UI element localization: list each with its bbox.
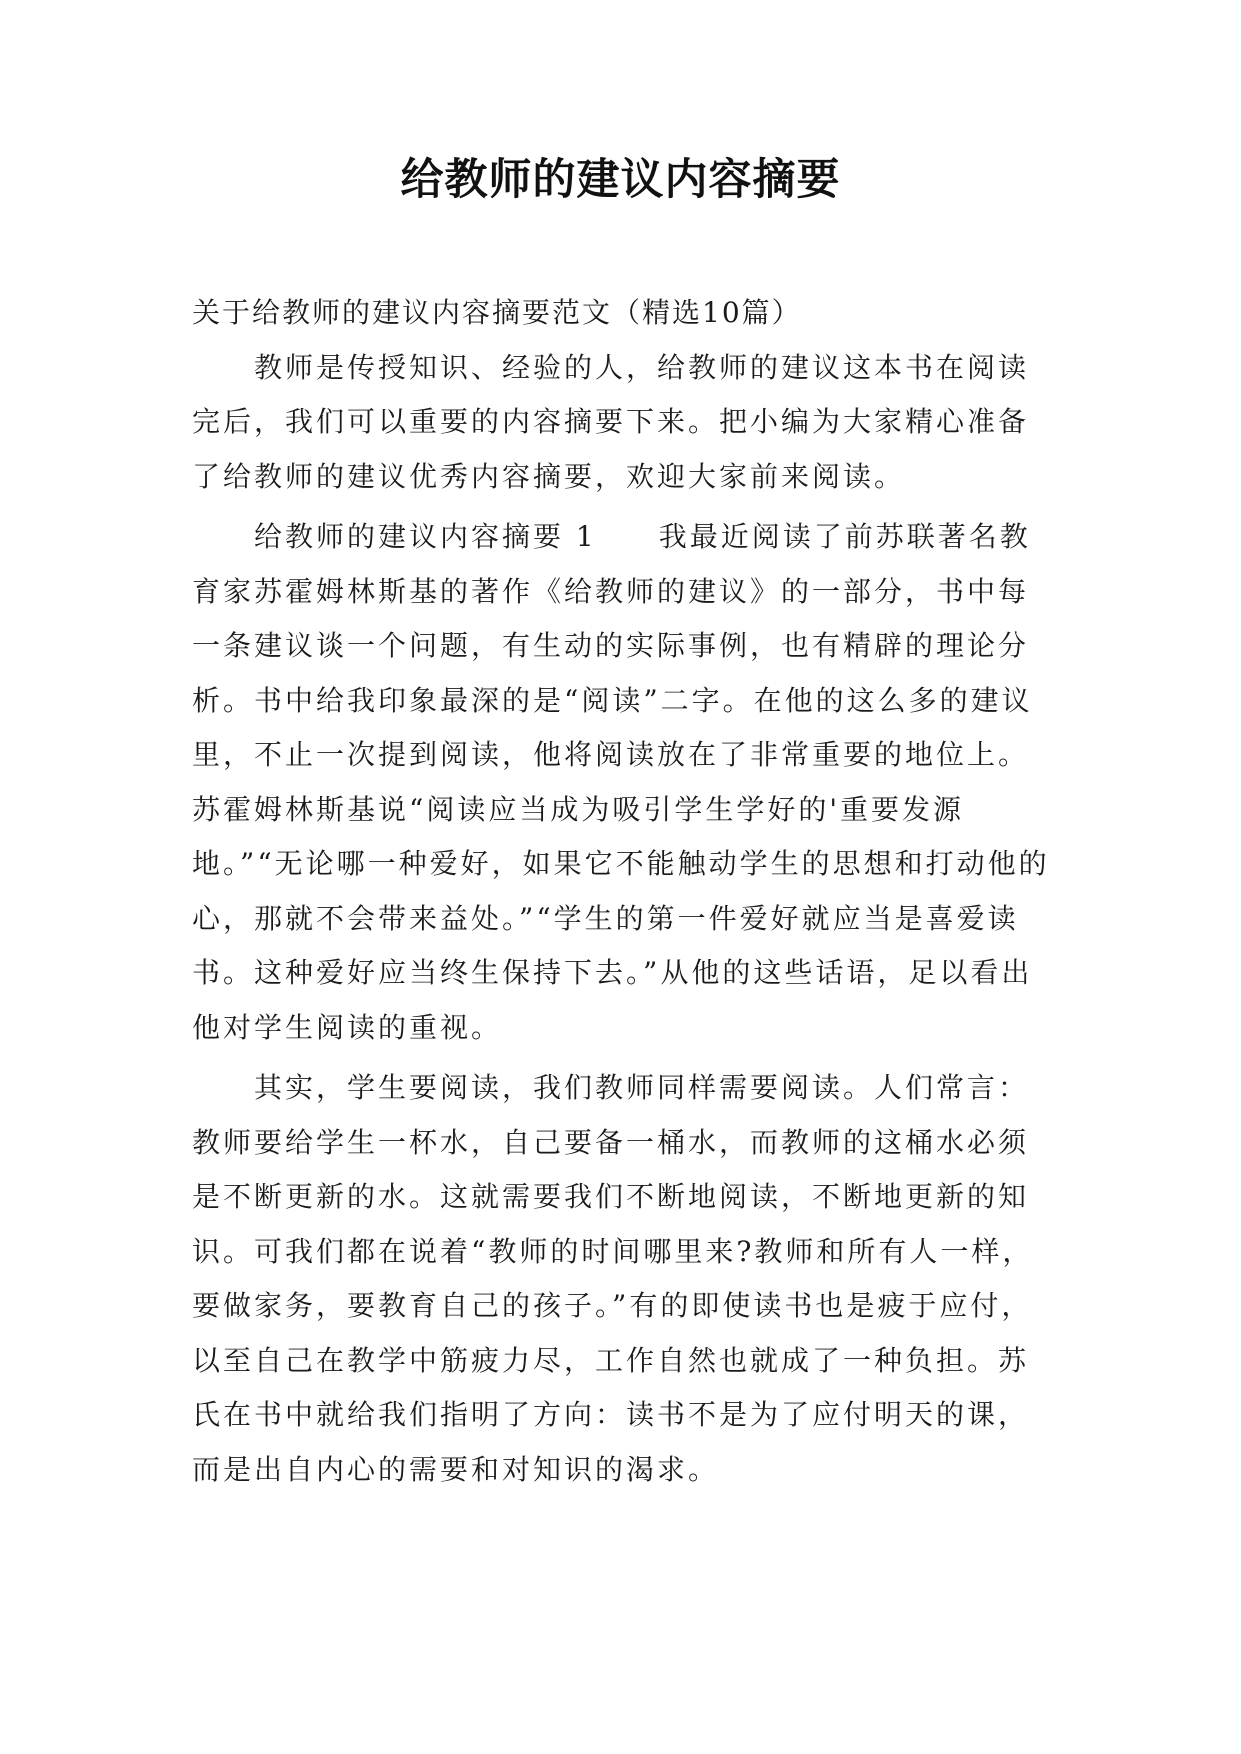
document-body	[192, 286, 1054, 1497]
document-title: 给教师的建议内容摘要	[400, 155, 841, 205]
paragraph-2: 给教师的建议内容摘要 1 我最近阅读了前苏联著名教育家苏霍姆林斯基的著作《给教师的建议》的一部分，书中每一条建议谈一个问题，有生动的实际事例，也有精辟的理论分析。书中给我印象最深的是“阅读”二字。在他的这么多的建议里，不止一次提到阅读，他将阅读放在了非常重要的地位上。苏霍姆林斯基说“阅读应当成为吸引学生学好的'重要发源地。”“无论哪一种爱好，如果它不能触动学生的思想和打动他的心，那就不会带来益处。”“学生的第一件爱好就应当是喜爱读书。这种爱好应当终生保持下去。”从他的这些话语，足以看出他对学生阅读的重视。	[192, 520, 1050, 1044]
intro-line: 关于给教师的建议内容摘要范文（精选10篇）	[192, 296, 802, 329]
paragraph-1: 教师是传授知识、经验的人，给教师的建议这本书在阅读完后，我们可以重要的内容摘要下来。把小编为大家精心准备了给教师的建议优秀内容摘要，欢迎大家前来阅读。	[192, 350, 1030, 493]
paragraph-3: 其实，学生要阅读，我们教师同样需要阅读。人们常言：教师要给学生一杯水，自己要备一桶水，而教师的这桶水必须是不断更新的水。这就需要我们不断地阅读，不断地更新的知识。可我们都在说着“教师的时间哪里来?教师和所有人一样，要做家务，要教育自己的孩子。”有的即使读书也是疲于应付，以至自己在教学中筋疲力尽，工作自然也就成了一种负担。苏氏在书中就给我们指明了方向：读书不是为了应付明天的课，而是出自内心的需要和对知识的渴求。	[192, 1071, 1034, 1486]
